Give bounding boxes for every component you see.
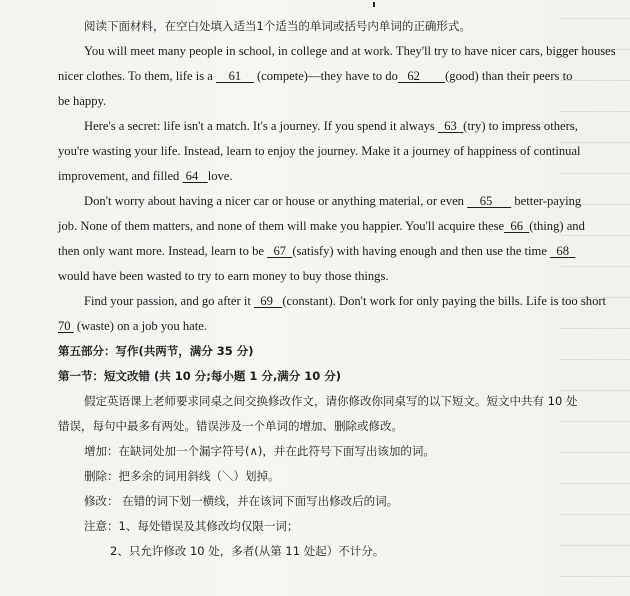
rule-add: 增加：在缺词处加一个漏字符号(∧)，并在此符号下面写出该加的词。: [84, 444, 435, 458]
blank-61[interactable]: 61: [216, 69, 254, 83]
note-two: 2、只允许修改 10 处，多者(从第 11 处起）不计分。: [110, 544, 385, 558]
blank-64[interactable]: 64: [182, 169, 208, 183]
passage-text: (good) than their peers to: [445, 69, 573, 83]
blank-68[interactable]: 68: [550, 244, 576, 258]
passage-line: [58, 164, 622, 189]
blank-62[interactable]: 62: [397, 69, 446, 83]
passage-text: job. None of them matters, and none of them will make you happier. You'll acquire these: [58, 219, 505, 233]
passage-line: [62, 189, 622, 214]
passage-text: (thing) and: [529, 219, 585, 233]
passage-line: [62, 289, 622, 314]
passage-line: [62, 114, 622, 139]
section-one-heading: 第一节：短文改错 (共 10 分;每小题 1 分,满分 10 分): [58, 369, 342, 383]
passage-line: [58, 239, 622, 264]
passage-text: better-paying: [511, 194, 582, 208]
passage-text: you're wasting your life. Instead, learn to enjoy the journey. Make it a journey of happiness of continual: [58, 144, 581, 158]
passage-line: [58, 89, 622, 114]
passage-text: would have been wasted to try to earn money to buy those things.: [58, 269, 389, 283]
passage-text: then only want more. Instead, learn to be: [58, 244, 268, 258]
passage-text: Don't worry about having a nicer car or house or anything material, or even: [84, 194, 468, 208]
blank-66[interactable]: 66: [504, 219, 530, 233]
passage-line: [58, 139, 622, 164]
passage-line: [58, 214, 622, 239]
blank-65[interactable]: 65: [467, 194, 512, 208]
passage-line: [58, 314, 622, 339]
note-one: 注意：1、每处错误及其修改均仅限一词；: [84, 519, 299, 533]
correction-desc: 错误，每句中最多有两处。错误涉及一个单词的增加、删除或修改。: [58, 419, 403, 433]
part-five-heading: 第五部分：写作(共两节，满分 35 分): [58, 344, 254, 358]
passage-text: (waste) on a job you hate.: [73, 319, 207, 333]
blank-70[interactable]: 70: [58, 319, 74, 333]
blank-67[interactable]: 67: [267, 244, 293, 258]
passage-line: [58, 264, 622, 289]
passage-text: Here's a secret: life isn't a match. It's a journey. If you spend it always: [84, 119, 438, 133]
cloze-instruction: 阅读下面材料，在空白处填入适当1个适当的单词或括号内单词的正确形式。: [84, 19, 471, 33]
rule-delete: 删除：把多余的词用斜线（＼）划掉。: [84, 469, 280, 483]
passage-text: improvement, and filled: [58, 169, 183, 183]
passage-line: [62, 39, 622, 64]
passage-text: (compete)—they have to do: [253, 69, 398, 83]
passage-text: (satisfy) with having enough and then use the time: [292, 244, 551, 258]
page-mark: [373, 2, 375, 7]
passage-line: [58, 64, 622, 89]
rule-modify: 修改： 在错的词下划一横线，并在该词下面写出修改后的词。: [84, 494, 399, 508]
passage-text: love.: [207, 169, 233, 183]
passage-text: Find your passion, and go after it: [84, 294, 254, 308]
passage-text: nicer clothes. To them, life is a: [58, 69, 217, 83]
passage-text: be happy.: [58, 94, 107, 108]
blank-69[interactable]: 69: [254, 294, 283, 308]
exam-content: [58, 14, 622, 564]
correction-desc: 假定英语课上老师要求同桌之间交换修改作文，请你修改你同桌写的以下短文。短文中共有 10 处: [84, 394, 578, 408]
passage-text: (constant). Don't work for only paying the bills. Life is too short: [282, 294, 607, 308]
passage-text: You will meet many people in school, in college and at work. They'll try to have nicer cars, bigger houses: [84, 44, 616, 58]
passage-text: (try) to impress others,: [463, 119, 578, 133]
blank-63[interactable]: 63: [437, 119, 464, 133]
